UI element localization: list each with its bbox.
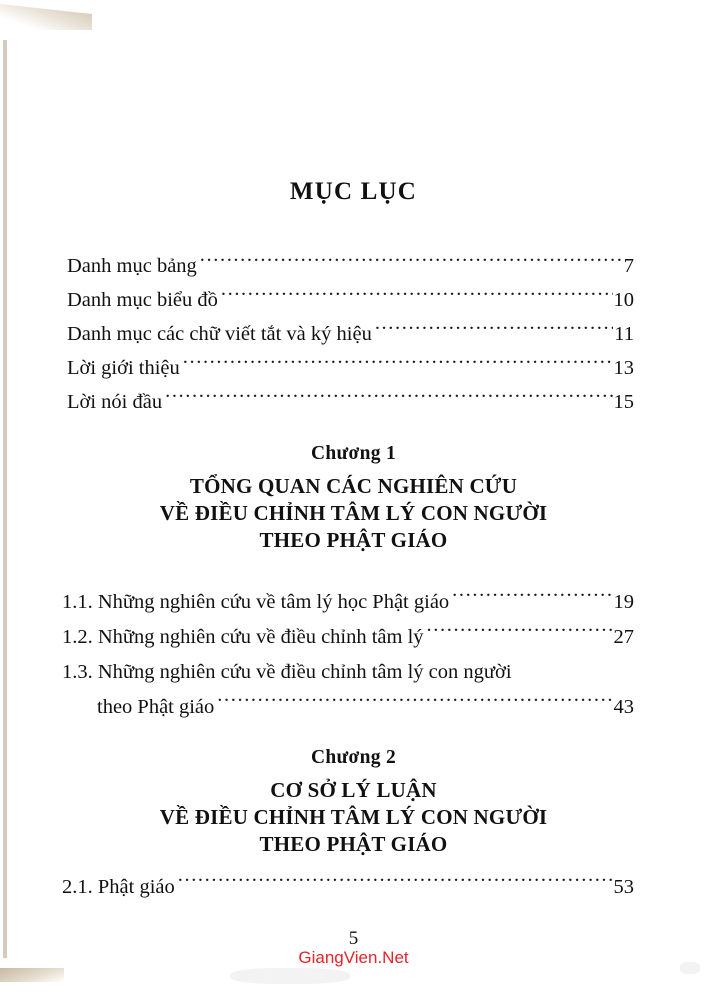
chapter-2-number: Chương 2: [310, 747, 397, 768]
dot-leader: [221, 286, 613, 307]
chapter-1-title-line: TỔNG QUAN CÁC NGHIÊN CỨU: [189, 474, 518, 498]
toc-entry[interactable]: [67, 351, 634, 385]
toc-entry[interactable]: [67, 317, 634, 351]
chapter-2-title-line: VỀ ĐIỀU CHỈNH TÂM LÝ CON NGƯỜI: [159, 805, 548, 829]
toc-entry-page: 19: [613, 591, 634, 613]
dot-leader: [165, 388, 612, 409]
toc-entry-page: 10: [613, 289, 634, 311]
dot-leader: [217, 693, 612, 714]
toc-entry-label: 1.3. Những nghiên cứu về điều chỉnh tâm lý con người: [62, 661, 512, 683]
toc-entry-label: Danh mục bảng: [67, 255, 197, 277]
toc-entry-page: 53: [613, 876, 634, 898]
toc-entry-continuation: [62, 690, 634, 725]
chapter-2-section-list: [62, 870, 634, 905]
chapter-2-title-line: CƠ SỞ LÝ LUẬN: [270, 778, 437, 802]
toc-entry-page: 15: [613, 391, 634, 413]
dot-leader: [200, 252, 623, 273]
dot-leader: [427, 623, 613, 644]
chapter-1-title: [0, 473, 707, 554]
toc-entry-label: Danh mục các chữ viết tắt và ký hiệu: [67, 323, 372, 345]
dot-leader: [375, 320, 613, 341]
dot-leader: [183, 354, 613, 375]
toc-entry-label: Lời giới thiệu: [67, 357, 180, 379]
page-number: 5: [348, 928, 359, 949]
toc-entry-label: 1.2. Những nghiên cứu về điều chỉnh tâm lý: [62, 626, 424, 648]
chapter-2-title: [0, 777, 707, 858]
toc-entry-label: Danh mục biểu đồ: [67, 289, 218, 311]
chapter-2-title-line: THEO PHẬT GIÁO: [259, 832, 448, 856]
toc-entry-page: 13: [613, 357, 634, 379]
chapter-1-section-list: [62, 585, 634, 725]
watermark: GiangVien.Net: [298, 948, 409, 967]
toc-entry-page: 7: [623, 255, 634, 277]
toc-entry[interactable]: [62, 655, 634, 725]
chapter-1-title-line: THEO PHẬT GIÁO: [259, 528, 448, 552]
toc-entry[interactable]: [62, 870, 634, 905]
page-title: MỤC LỤC: [289, 178, 418, 205]
toc-entry[interactable]: [67, 385, 634, 419]
dot-leader: [178, 873, 613, 894]
toc-entry-page: 27: [613, 626, 634, 648]
toc-entry[interactable]: [67, 283, 634, 317]
chapter-1-heading: [0, 440, 707, 554]
toc-entry-label-continued: theo Phật giáo: [97, 696, 215, 718]
toc-entry-label: 2.1. Phật giáo: [62, 876, 175, 898]
toc-entry-label: 1.1. Những nghiên cứu về tâm lý học Phật giáo: [62, 591, 450, 613]
toc-entry-label: Lời nói đầu: [67, 391, 163, 413]
toc-entry[interactable]: [67, 249, 634, 283]
toc-entry[interactable]: [62, 620, 634, 655]
toc-entry-page: 43: [613, 696, 634, 718]
front-matter-entry-list: [67, 249, 634, 419]
dot-leader: [452, 588, 612, 609]
chapter-2-heading: [0, 744, 707, 858]
chapter-1-number: Chương 1: [310, 443, 397, 464]
chapter-1-title-line: VỀ ĐIỀU CHỈNH TÂM LÝ CON NGƯỜI: [159, 501, 548, 525]
toc-entry[interactable]: [62, 585, 634, 620]
toc-entry-page: 11: [614, 323, 634, 345]
